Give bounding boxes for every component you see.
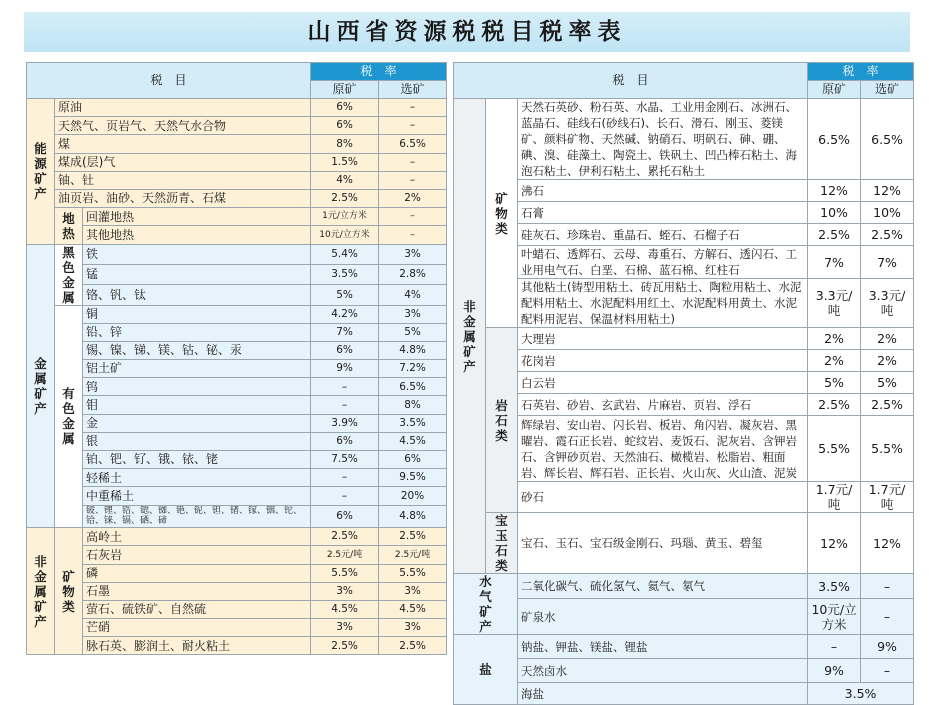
ore-rate: 5% xyxy=(861,372,914,394)
table-row xyxy=(454,416,914,482)
ore-rate: 4.8% xyxy=(379,341,447,359)
table-row xyxy=(27,341,447,359)
mineral-subcategory xyxy=(55,528,83,655)
table-row xyxy=(27,264,447,284)
nonmetal-category-label: 非金属矿产 xyxy=(34,553,47,629)
salt-category-label: 盐 xyxy=(479,662,492,677)
raw-rate: 3% xyxy=(311,619,379,637)
table-row xyxy=(454,279,914,328)
raw-rate: 8% xyxy=(311,135,379,153)
raw-rate: 10元/立方米 xyxy=(808,599,861,635)
table-row xyxy=(27,414,447,432)
raw-rate: 6.5% xyxy=(808,99,861,180)
item-name: 萤石、硫铁矿、自然硫 xyxy=(83,600,311,618)
item-name: 钼 xyxy=(83,396,311,414)
item-name: 宝石、玉石、宝石级金刚石、玛瑙、黄玉、碧玺 xyxy=(518,513,808,574)
ore-rate: 6% xyxy=(379,451,447,469)
raw-rate: 9% xyxy=(311,360,379,378)
item-name: 铍、锂、锆、锶、铷、铯、铌、钽、锗、镓、铟、铊、铪、铼、镉、硒、碲 xyxy=(83,505,311,528)
ore-rate: 3.3元/吨 xyxy=(861,279,914,328)
raw-rate: 12% xyxy=(808,180,861,202)
ore-rate: 2% xyxy=(861,328,914,350)
ore-rate: – xyxy=(379,117,447,135)
table-row xyxy=(27,528,447,546)
raw-rate: 6% xyxy=(311,99,379,117)
item-name: 天然石英砂、粉石英、水晶、工业用金刚石、冰洲石、蓝晶石、硅线石(砂线石)、长石、滑石、刚玉、菱镁矿、颜料矿物、天然碱、钠硝石、明矾石、砷、硼、碘、溴、硅藻土、陶瓷土、铁矾土、凹凸棒石粘土、海泡石粘土、伊利石粘土、累托石粘土 xyxy=(518,99,808,180)
nonferrous-subcategory-label: 有色金属 xyxy=(62,386,75,447)
table-row xyxy=(27,226,447,244)
table-row xyxy=(454,350,914,372)
item-name: 白云岩 xyxy=(518,372,808,394)
ore-rate: 7% xyxy=(861,246,914,279)
item-name: 钠盐、钾盐、镁盐、锂盐 xyxy=(518,635,808,659)
item-name: 钨 xyxy=(83,378,311,396)
table-row xyxy=(454,513,914,574)
ore-rate: 7.2% xyxy=(379,360,447,378)
item-name: 银 xyxy=(83,432,311,450)
table-row xyxy=(27,244,447,264)
ore-rate: 6.5% xyxy=(861,99,914,180)
item-name: 沸石 xyxy=(518,180,808,202)
table-row xyxy=(27,135,447,153)
page-title: 山西省资源税税目税率表 xyxy=(307,18,627,45)
black-metal-subcategory-label: 黑色金属 xyxy=(62,244,75,305)
table-row xyxy=(454,202,914,224)
table-row xyxy=(27,378,447,396)
raw-rate: 2% xyxy=(808,350,861,372)
raw-rate: 9% xyxy=(808,659,861,683)
item-name: 锡、镍、锑、镁、钴、铋、汞 xyxy=(83,341,311,359)
item-name: 油页岩、油砂、天然沥青、石煤 xyxy=(55,189,311,207)
table-row xyxy=(27,285,447,305)
gas-category-label: 水气矿产 xyxy=(479,574,492,634)
table-row xyxy=(454,574,914,599)
table-row xyxy=(27,208,447,226)
right-nonmetal-category-label: 非金属矿产 xyxy=(463,298,476,374)
ore-rate: 2.5% xyxy=(861,224,914,246)
table-row xyxy=(454,99,914,180)
item-name: 轻稀土 xyxy=(83,469,311,487)
rock-subcategory-label: 岩石类 xyxy=(495,397,508,443)
sea-salt-rate: 3.5% xyxy=(808,683,914,705)
energy-category-label: 能源矿产 xyxy=(34,141,47,202)
raw-rate: 2.5% xyxy=(311,637,379,655)
ore-rate: 2.5% xyxy=(379,528,447,546)
raw-rate: 1.5% xyxy=(311,153,379,171)
table-row xyxy=(27,189,447,207)
ore-rate: 3% xyxy=(379,244,447,264)
ore-rate: 3% xyxy=(379,619,447,637)
raw-rate: 2% xyxy=(808,328,861,350)
raw-rate: 1元/立方米 xyxy=(311,208,379,226)
ore-rate: 9% xyxy=(861,635,914,659)
item-name: 石膏 xyxy=(518,202,808,224)
raw-rate: 6% xyxy=(311,117,379,135)
table-row xyxy=(27,469,447,487)
item-name: 硅灰石、珍珠岩、重晶石、蛭石、石榴子石 xyxy=(518,224,808,246)
item-header: 税 目 xyxy=(27,63,311,99)
item-name: 中重稀土 xyxy=(83,487,311,505)
raw-rate: 6% xyxy=(311,505,379,528)
ore-rate: – xyxy=(379,171,447,189)
raw-rate: 5.5% xyxy=(808,416,861,482)
raw-rate: 7.5% xyxy=(311,451,379,469)
ore-header: 选矿 xyxy=(379,81,447,99)
nonferrous-subcategory xyxy=(55,305,83,528)
ore-rate: – xyxy=(861,574,914,599)
right-tax-table xyxy=(453,62,914,705)
raw-rate: 2.5% xyxy=(808,224,861,246)
ore-rate: 5% xyxy=(379,323,447,341)
ore-rate: 3.5% xyxy=(379,414,447,432)
ore-rate: – xyxy=(379,226,447,244)
item-name: 高岭土 xyxy=(83,528,311,546)
table-row xyxy=(454,482,914,513)
table-row xyxy=(27,637,447,655)
ore-rate: 4.5% xyxy=(379,600,447,618)
table-row xyxy=(27,360,447,378)
right-mineral-subcategory-label: 矿物类 xyxy=(495,190,508,236)
table-row xyxy=(27,323,447,341)
raw-rate: – xyxy=(311,469,379,487)
item-name: 海盐 xyxy=(518,683,808,705)
raw-rate: 7% xyxy=(311,323,379,341)
item-name: 叶蜡石、透辉石、云母、毒重石、方解石、透闪石、工业用电气石、白垩、石棉、蓝石棉、红柱石 xyxy=(518,246,808,279)
item-name: 大理岩 xyxy=(518,328,808,350)
ore-rate: 1.7元/吨 xyxy=(861,482,914,513)
item-name: 铝土矿 xyxy=(83,360,311,378)
item-name: 砂石 xyxy=(518,482,808,513)
ore-rate: 5.5% xyxy=(379,564,447,582)
raw-rate: 4.2% xyxy=(311,305,379,323)
raw-rate: 3% xyxy=(311,582,379,600)
ore-rate: 4% xyxy=(379,285,447,305)
item-name: 石墨 xyxy=(83,582,311,600)
item-name: 煤 xyxy=(55,135,311,153)
raw-rate: 6% xyxy=(311,432,379,450)
table-row xyxy=(27,305,447,323)
ore-rate: 2.8% xyxy=(379,264,447,284)
table-row xyxy=(454,599,914,635)
raw-rate: 3.3元/吨 xyxy=(808,279,861,328)
geothermal-subcategory-label: 地热 xyxy=(62,210,75,241)
ore-rate: 3% xyxy=(379,582,447,600)
raw-rate: 5.4% xyxy=(311,244,379,264)
table-row xyxy=(454,372,914,394)
item-name: 磷 xyxy=(83,564,311,582)
ore-rate: – xyxy=(861,659,914,683)
ore-rate: – xyxy=(861,599,914,635)
item-name: 铬、钒、钛 xyxy=(83,285,311,305)
item-name: 铂、钯、钌、锇、铱、铑 xyxy=(83,451,311,469)
item-name: 铁 xyxy=(83,244,311,264)
ore-rate: 5.5% xyxy=(861,416,914,482)
item-name: 其他地热 xyxy=(83,226,311,244)
raw-header: 原矿 xyxy=(311,81,379,99)
raw-rate: – xyxy=(311,487,379,505)
raw-rate: 1.7元/吨 xyxy=(808,482,861,513)
item-name: 铜 xyxy=(83,305,311,323)
energy-category xyxy=(27,99,55,245)
ore-rate: 2% xyxy=(379,189,447,207)
table-row xyxy=(454,224,914,246)
item-name: 原油 xyxy=(55,99,311,117)
raw-rate: 2.5% xyxy=(808,394,861,416)
raw-rate: 12% xyxy=(808,513,861,574)
item-name: 锰 xyxy=(83,264,311,284)
gem-subcategory-label: 宝玉石类 xyxy=(495,513,508,573)
black-metal-subcategory xyxy=(55,244,83,305)
right-mineral-subcategory xyxy=(486,99,518,328)
item-name: 铀、钍 xyxy=(55,171,311,189)
table-row xyxy=(27,600,447,618)
item-name: 脉石英、膨润土、耐火粘土 xyxy=(83,637,311,655)
ore-rate: 12% xyxy=(861,513,914,574)
ore-rate: 8% xyxy=(379,396,447,414)
table-row xyxy=(454,180,914,202)
ore-rate: 2.5% xyxy=(379,637,447,655)
item-header-right: 税 目 xyxy=(454,63,808,99)
ore-rate: 9.5% xyxy=(379,469,447,487)
ore-rate: 3% xyxy=(379,305,447,323)
raw-rate: 4.5% xyxy=(311,600,379,618)
rate-header-right: 税 率 xyxy=(808,63,914,81)
ore-rate: 2% xyxy=(861,350,914,372)
gem-subcategory xyxy=(486,513,518,574)
ore-rate: – xyxy=(379,99,447,117)
ore-rate: 6.5% xyxy=(379,135,447,153)
table-row xyxy=(454,683,914,705)
table-row xyxy=(27,153,447,171)
table-row xyxy=(27,619,447,637)
table-row xyxy=(27,546,447,564)
table-row xyxy=(27,432,447,450)
ore-rate: 20% xyxy=(379,487,447,505)
raw-rate: 5.5% xyxy=(311,564,379,582)
nonmetal-category xyxy=(27,528,55,655)
item-name: 芒硝 xyxy=(83,619,311,637)
mineral-subcategory-label: 矿物类 xyxy=(62,568,75,614)
table-row xyxy=(454,635,914,659)
item-name: 铅、锌 xyxy=(83,323,311,341)
raw-rate: 5% xyxy=(808,372,861,394)
table-row xyxy=(27,99,447,117)
left-tax-table xyxy=(26,62,447,655)
item-name: 矿泉水 xyxy=(518,599,808,635)
rate-header: 税 率 xyxy=(311,63,447,81)
table-row xyxy=(27,564,447,582)
ore-rate: 6.5% xyxy=(379,378,447,396)
ore-header-right: 选矿 xyxy=(861,81,914,99)
raw-rate: 2.5% xyxy=(311,189,379,207)
raw-rate: 6% xyxy=(311,341,379,359)
geothermal-subcategory xyxy=(55,208,83,244)
raw-rate: 7% xyxy=(808,246,861,279)
raw-rate: – xyxy=(808,635,861,659)
table-row xyxy=(454,394,914,416)
item-name: 其他粘土(铸型用粘土、砖瓦用粘土、陶粒用粘土、水泥配料用粘土、水泥配料用红土、水泥配料用黄土、水泥配料用泥岩、保温材料用粘土) xyxy=(518,279,808,328)
table-row xyxy=(27,171,447,189)
metal-category-label: 金属矿产 xyxy=(34,355,47,416)
table-row xyxy=(454,246,914,279)
right-nonmetal-category xyxy=(454,99,486,574)
table-row xyxy=(27,451,447,469)
metal-category xyxy=(27,244,55,528)
ore-rate: – xyxy=(379,153,447,171)
ore-rate: 2.5元/吨 xyxy=(379,546,447,564)
raw-rate: 3.9% xyxy=(311,414,379,432)
item-name: 花岗岩 xyxy=(518,350,808,372)
raw-rate: 2.5% xyxy=(311,528,379,546)
table-row xyxy=(27,117,447,135)
ore-rate: 2.5% xyxy=(861,394,914,416)
table-row xyxy=(27,396,447,414)
raw-rate: 10元/立方米 xyxy=(311,226,379,244)
table-row xyxy=(454,659,914,683)
raw-rate: 10% xyxy=(808,202,861,224)
raw-rate: – xyxy=(311,396,379,414)
item-name: 天然气、页岩气、天然气水合物 xyxy=(55,117,311,135)
raw-header-right: 原矿 xyxy=(808,81,861,99)
ore-rate: 10% xyxy=(861,202,914,224)
ore-rate: 4.5% xyxy=(379,432,447,450)
title-bar xyxy=(24,12,910,52)
table-row xyxy=(27,505,447,528)
gas-category xyxy=(454,574,518,635)
raw-rate: 4% xyxy=(311,171,379,189)
item-name: 回灌地热 xyxy=(83,208,311,226)
ore-rate: 12% xyxy=(861,180,914,202)
item-name: 石灰岩 xyxy=(83,546,311,564)
item-name: 煤成(层)气 xyxy=(55,153,311,171)
ore-rate: 4.8% xyxy=(379,505,447,528)
table-row xyxy=(454,328,914,350)
table-row xyxy=(27,582,447,600)
item-name: 辉绿岩、安山岩、闪长岩、板岩、角闪岩、凝灰岩、黑曜岩、霞石正长岩、蛇纹岩、麦饭石、泥灰岩、含钾岩石、含钾砂页岩、天然油石、橄榄岩、松脂岩、粗面岩、辉长岩、辉石岩、正长岩、火山灰、火山渣、泥炭 xyxy=(518,416,808,482)
raw-rate: 2.5元/吨 xyxy=(311,546,379,564)
raw-rate: 3.5% xyxy=(311,264,379,284)
item-name: 天然卤水 xyxy=(518,659,808,683)
item-name: 石英岩、砂岩、玄武岩、片麻岩、页岩、浮石 xyxy=(518,394,808,416)
raw-rate: 3.5% xyxy=(808,574,861,599)
rock-subcategory xyxy=(486,328,518,513)
raw-rate: – xyxy=(311,378,379,396)
table-row xyxy=(27,487,447,505)
ore-rate: – xyxy=(379,208,447,226)
raw-rate: 5% xyxy=(311,285,379,305)
item-name: 金 xyxy=(83,414,311,432)
item-name: 二氧化碳气、硫化氢气、氦气、氡气 xyxy=(518,574,808,599)
